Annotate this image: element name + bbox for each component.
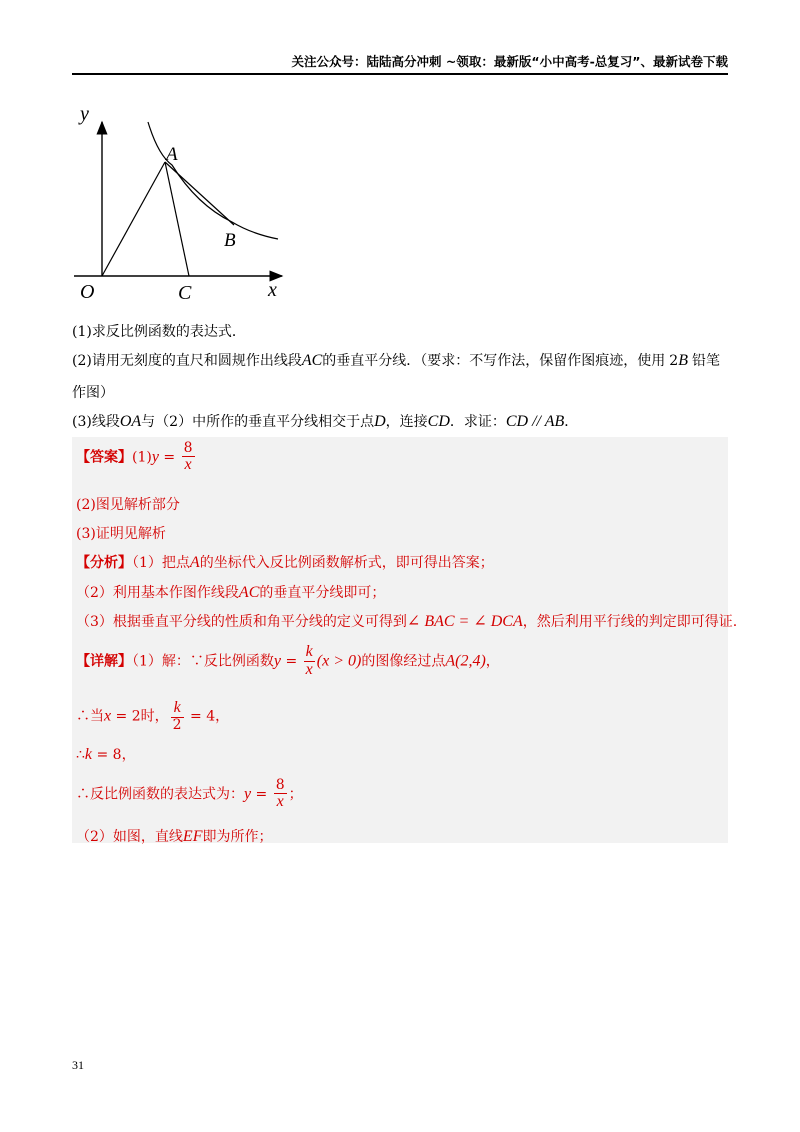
answer-2: (2)图见解析部分	[76, 497, 180, 513]
label-x: x	[268, 279, 277, 301]
segment-oa	[102, 162, 165, 276]
function-graph-figure	[72, 100, 292, 305]
segment-ab	[165, 162, 234, 225]
answer-1: 【答案】(1)y = $\frac{8}{x}$	[76, 440, 193, 473]
question-2-cont: 作图）	[72, 385, 114, 401]
label-b: B	[224, 230, 236, 251]
label-y: y	[80, 103, 89, 125]
detail-5: （2）如图，直线EF即为所作；	[76, 828, 273, 845]
answer-3: (3)证明见解析	[76, 526, 166, 542]
detail-2: ∴当x = 2时， $\frac{k}{2}$ = 4，	[76, 699, 230, 733]
detail-3: ∴k = 8，	[76, 746, 136, 763]
analysis-2: （2）利用基本作图作线段AC的垂直平分线即可；	[76, 584, 386, 601]
question-3: (3)线段OA与（2）中所作的垂直平分线相交于点D，连接CD．求证：CD // AB．	[72, 413, 579, 430]
label-o: O	[80, 281, 95, 303]
analysis-3: （3）根据垂直平分线的性质和角平分线的定义可得到∠ BAC = ∠ DCA，然后利用平行线的判定即可得证.	[76, 613, 738, 630]
page-number: 31	[72, 1058, 84, 1072]
header-rule	[72, 73, 728, 75]
segment-ac	[165, 162, 189, 276]
detail-4: ∴反比例函数的表达式为：y = $\frac{8}{x}$ ；	[76, 777, 303, 810]
question-2: (2)请用无刻度的直尺和圆规作出线段AC的垂直平分线．（要求：不写作法，保留作图痕迹，使用 2B 铅笔	[72, 352, 720, 369]
page-header: 关注公众号：陆陆高分冲刺 ~领取：最新版“小中高考-总复习”、最新试卷下载	[291, 54, 728, 69]
label-a: A	[166, 144, 178, 165]
question-1: (1)求反比例函数的表达式．	[72, 324, 246, 340]
label-c: C	[178, 282, 192, 304]
detail-1: 【详解】（1）解：∵反比例函数y = $\frac{k}{x}$ (x > 0)的图像经过点A(2,4)，	[76, 643, 500, 678]
hyperbola-curve	[148, 122, 278, 239]
analysis-1: 【分析】（1）把点A的坐标代入反比例函数解析式，即可得出答案；	[76, 554, 494, 571]
